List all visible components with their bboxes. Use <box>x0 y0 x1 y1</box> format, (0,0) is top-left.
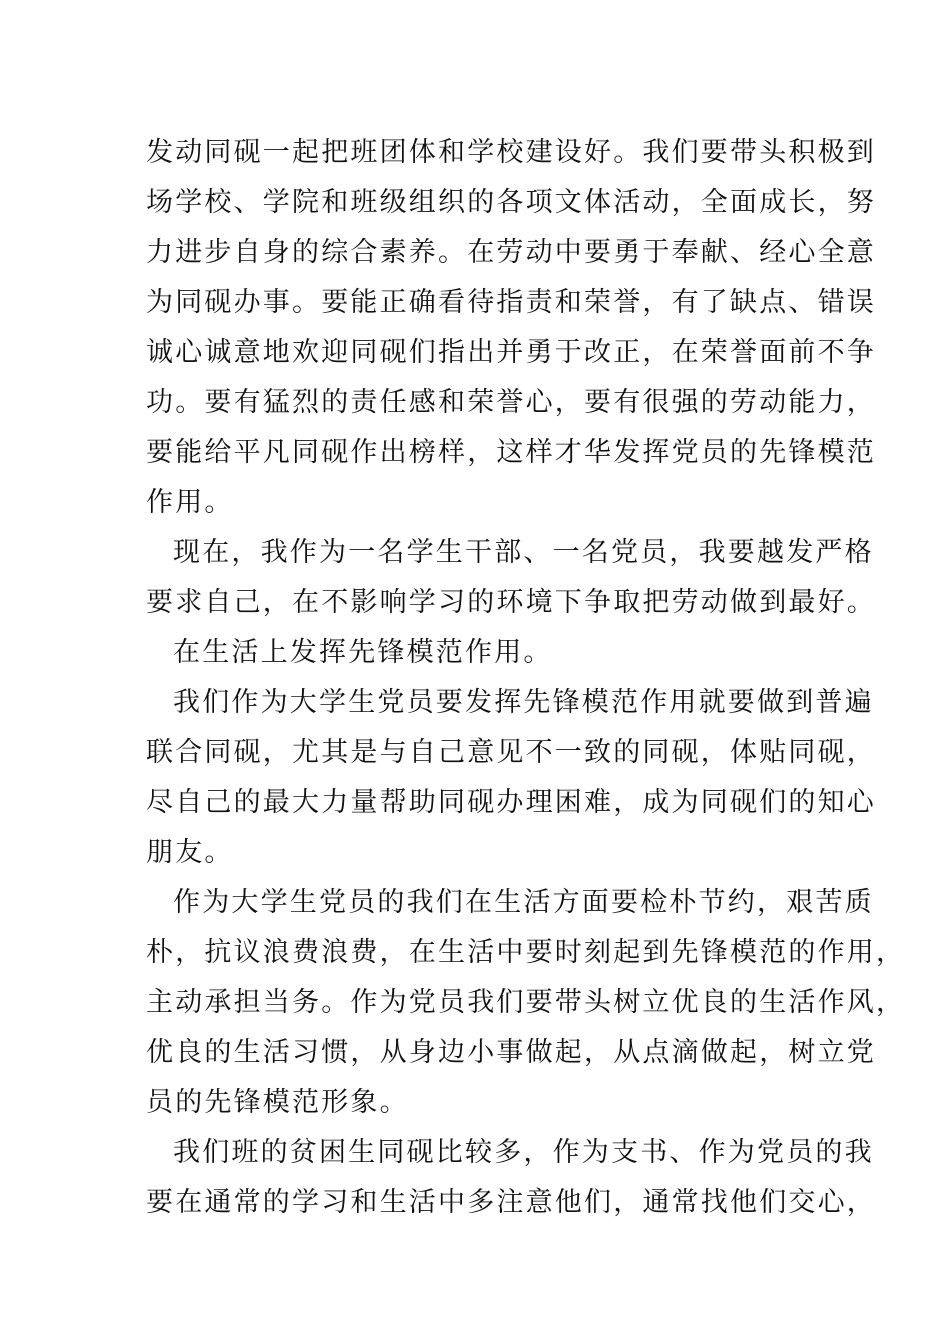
text-line: 发动同砚一起把班团体和学校建设好。我们要带头积极到 <box>146 137 876 168</box>
section-heading: 在生活上发挥先锋模范作用。 <box>173 637 553 668</box>
paragraph-first-line: 我们作为大学生党员要发挥先锋模范作用就要做到普遍 <box>173 687 874 718</box>
paragraph-first-line: 我们班的贫困生同砚比较多，作为支书、作为党员的我 <box>173 1137 874 1168</box>
text-line: 朋友。 <box>146 837 234 868</box>
text-line: 场学校、学院和班级组织的各项文体活动，全面成长，努 <box>146 187 876 218</box>
text-line: 诚心诚意地欢迎同砚们指出并勇于改正，在荣誉面前不争 <box>146 337 876 368</box>
text-line: 联合同砚，尤其是与自己意见不一致的同砚，体贴同砚， <box>146 737 876 768</box>
paragraph-first-line: 现在，我作为一名学生干部、一名党员，我要越发严格 <box>173 537 874 568</box>
text-line: 要求自己，在不影响学习的环境下争取把劳动做到最好。 <box>146 587 876 618</box>
text-line: 作用。 <box>146 487 234 518</box>
text-line: 尽自己的最大力量帮助同砚办理困难，成为同砚们的知心 <box>146 787 876 818</box>
paragraph-first-line: 作为大学生党员的我们在生活方面要检朴节约，艰苦质 <box>173 887 874 918</box>
text-line: 主动承担当务。作为党员我们要带头树立优良的生活作风， <box>146 987 906 1018</box>
text-line: 为同砚办事。要能正确看待指责和荣誉，有了缺点、错误 <box>146 287 876 318</box>
text-line: 员的先锋模范形象。 <box>146 1087 409 1118</box>
text-line: 功。要有猛烈的责任感和荣誉心，要有很强的劳动能力， <box>146 387 876 418</box>
text-line: 力进步自身的综合素养。在劳动中要勇于奉献、经心全意 <box>146 237 876 268</box>
text-line: 要在通常的学习和生活中多注意他们，通常找他们交心， <box>146 1187 876 1218</box>
text-line: 要能给平凡同砚作出榜样，这样才华发挥党员的先锋模范 <box>146 437 876 468</box>
text-line: 朴，抗议浪费浪费，在生活中要时刻起到先锋模范的作用， <box>146 937 906 968</box>
text-line: 优良的生活习惯，从身边小事做起，从点滴做起，树立党 <box>146 1037 876 1068</box>
document-body <box>146 128 906 1228</box>
